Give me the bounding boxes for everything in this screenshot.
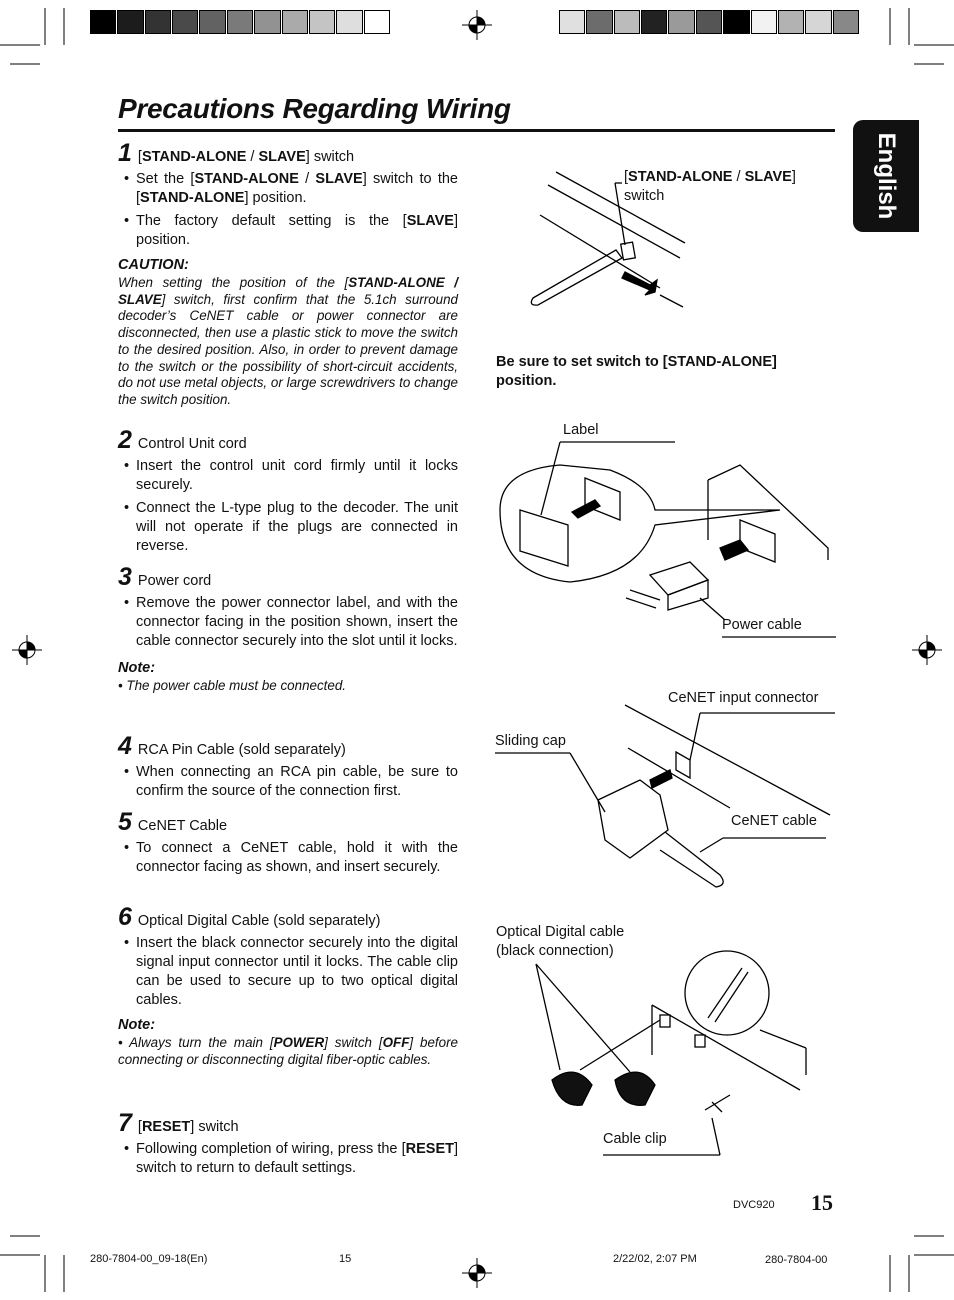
note-text: • The power cable must be connected.: [118, 678, 346, 693]
page-title: Precautions Regarding Wiring: [118, 93, 511, 124]
sheet-number: 15: [339, 1253, 352, 1265]
list-item: • When connecting an RCA pin cable, be sure to confirm the source of the connection first.: [136, 763, 458, 801]
step-number: 3: [118, 563, 132, 591]
optical-illustration: [536, 951, 806, 1155]
page-number: 15: [811, 1190, 833, 1215]
step-number: 6: [118, 903, 132, 931]
step-number: 5: [118, 808, 132, 836]
section-2-heading: 2 Control Unit cord: [118, 426, 247, 454]
section-4-heading: 4 RCA Pin Cable (sold separately): [118, 732, 346, 760]
language-tab-label: English: [873, 132, 900, 220]
optical-callout: Optical Digital cable (black connection): [496, 924, 625, 959]
cenet-input-callout: CeNET input connector: [668, 690, 819, 706]
step-number: 7: [118, 1109, 132, 1137]
document-code: 280-7804-00: [765, 1254, 828, 1266]
caution-heading: CAUTION:: [118, 257, 189, 273]
switch-label: [STAND-ALONE / SLAVE] switch: [624, 169, 796, 204]
section-5-heading: 5 CeNET Cable: [118, 808, 228, 836]
cable-clip-callout: Cable clip: [603, 1131, 667, 1147]
step-number: 4: [118, 732, 132, 760]
list-item: • Connect the L-type plug to the decoder. The unit will not operate if the plugs are connected in reverse.: [136, 499, 458, 556]
section-6-heading: 6 Optical Digital Cable (sold separately): [118, 903, 381, 931]
sliding-cap-callout: Sliding cap: [495, 733, 566, 749]
note-heading: Note:: [118, 1017, 156, 1033]
print-date: 2/22/02, 2:07 PM: [613, 1253, 697, 1265]
list-item: • Insert the black connector securely into the digital signal input connector until it locks. The cable clip can be used to secure up to two optical digital cables.: [136, 934, 458, 1010]
label-callout: Label: [563, 422, 599, 438]
list-item: • Set the [STAND-ALONE / SLAVE] switch to the [STAND-ALONE] position.: [136, 170, 458, 208]
list-item: • Insert the control unit cord firmly until it locks securely.: [136, 457, 458, 495]
section-3-heading: 3 Power cord: [118, 563, 212, 591]
file-name: 280-7804-00_09-18(En): [90, 1253, 208, 1265]
switch-note: Be sure to set switch to [STAND-ALONE] position.: [496, 354, 777, 389]
step-number: 1: [118, 139, 132, 167]
section-1-heading: 1 [STAND-ALONE / SLAVE] switch: [118, 139, 355, 167]
list-item: • Following completion of wiring, press the [RESET] switch to return to default settings.: [136, 1140, 458, 1178]
list-item: • The factory default setting is the [SLAVE] position.: [136, 212, 458, 250]
model-number: DVC920: [733, 1199, 775, 1211]
power-cable-callout: Power cable: [722, 617, 802, 633]
power-connector-illustration: [500, 442, 836, 637]
step-number: 2: [118, 426, 132, 454]
list-item: • To connect a CeNET cable, hold it with the connector facing as shown, and insert securely.: [136, 839, 458, 877]
note-heading: Note:: [118, 660, 156, 676]
cenet-cable-callout: CeNET cable: [731, 813, 817, 829]
list-item: • Remove the power connector label, and with the connector facing in the position shown, insert the cable connector securely into the slot until it locks.: [136, 594, 458, 651]
note-text: • Always turn the main [POWER] switch [OFF] before connecting or disconnecting digital fiber-optic cables.: [118, 1035, 458, 1067]
section-7-heading: 7 [RESET] switch: [118, 1109, 239, 1137]
caution-text: When setting the position of the [STAND-ALONE / SLAVE] switch, first confirm that the 5.1ch surround decoder’s CeNET cable or power connector are disconnected, then use a plastic stick to move the switch to the desired position. Also, in order to prevent damage to the switch or the possibility of short-circuit accidents, do not use metal objects, or large screwdrivers to change the switch position.: [118, 275, 458, 407]
